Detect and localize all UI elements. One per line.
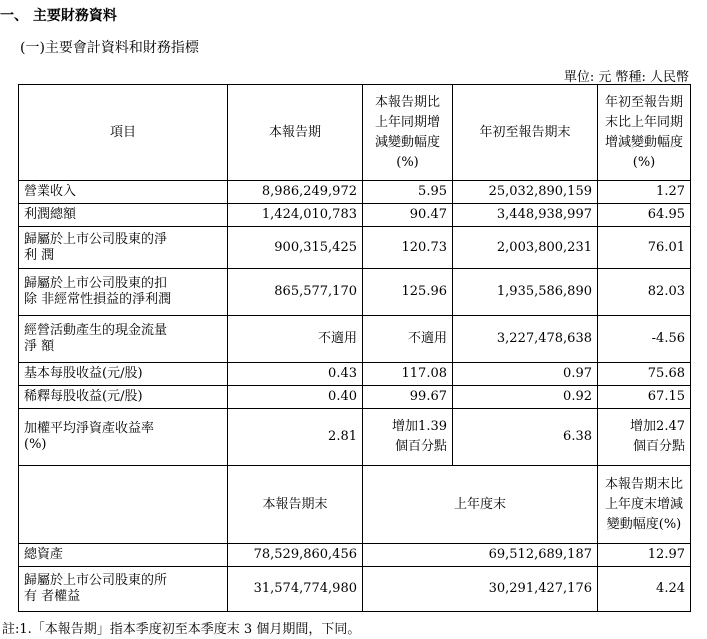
row-yoy: 125.96 [363,269,453,316]
row-item-line2: (%) [24,437,47,452]
header-yoy-change [363,85,453,181]
row-yoy: 117.08 [363,363,453,386]
row-item [19,544,228,567]
unit-line: 單位: 元 幣種: 人民幣 [563,70,689,85]
row-ytd-yoy: 1.27 [598,181,691,204]
header-prior-year-end: 上年度末 [363,466,598,544]
row-item-line2: 利 潤 [24,247,55,263]
row-item-line1: 加權平均淨資產收益率 [24,421,155,436]
header-yoy-line4: (%) [396,154,419,170]
row-yoy: 不適用 [363,316,453,363]
table-row [19,363,691,386]
row-item [19,269,228,316]
header-ytd: 年初至報告期末 [453,85,598,181]
header-yoy-line2: 上年同期增 [374,114,440,130]
row-change: 12.97 [598,544,691,567]
row-yoy-line1: 增加1.39 [392,419,447,434]
row-item-line1: 歸屬於上市公司股東的淨 [24,231,168,247]
subsection-title: (一)主要會計資料和財務指標 [20,40,199,56]
row-change: 4.24 [598,567,691,612]
header-current-end: 本報告期末 [228,466,363,544]
row-item [19,316,228,363]
header-ytd-yoy-line3: 增減變動幅度 [604,134,683,150]
row-ytd-yoy-line2: 個百分點 [632,439,685,454]
row-item-line1: 利潤總額 [24,207,77,222]
row-ytd: 0.97 [453,363,598,386]
row-yoy: 99.67 [363,386,453,409]
row-item-line2: 淨 額 [24,339,55,354]
row-item-line1: 總資產 [24,547,64,562]
row-ytd: 25,032,890,159 [453,181,598,204]
row-item [19,409,228,466]
row-ytd: 0.92 [453,386,598,409]
row-item-line1: 營業收入 [24,184,77,199]
row-ytd: 3,227,478,638 [453,316,598,363]
row-prior-year-end: 30,291,427,176 [363,567,598,612]
row-current: 865,577,170 [228,269,363,316]
row-ytd: 2,003,800,231 [453,227,598,269]
row-current: 8,986,249,972 [228,181,363,204]
table-row [19,544,691,567]
row-ytd: 1,935,586,890 [453,269,598,316]
row-yoy-line2: 個百分點 [394,439,447,454]
header-item: 項目 [19,85,228,181]
section-title: 一、 主要財務資料 [0,8,117,24]
row-item [19,204,228,227]
footnote: 註:1.「本報告期」指本季度初至本季度末 3 個月期間，下同。 [2,622,361,637]
row-item [19,386,228,409]
row-item-line1: 稀釋每股收益(元/股) [24,389,143,404]
row-prior-year-end: 69,512,689,187 [363,544,598,567]
row-ytd-yoy [598,409,691,466]
financial-table [18,84,691,612]
row-current: 1,424,010,783 [228,204,363,227]
header-empty [19,466,228,544]
row-ytd-yoy: 64.95 [598,204,691,227]
header-ytd-yoy-line4: (%) [632,154,656,170]
row-current: 2.81 [228,409,363,466]
header-yoy-line1: 本報告期比 [374,94,440,110]
row-yoy: 120.73 [363,227,453,269]
header-change-line2: 上年度末增減 [604,496,683,512]
table-row [19,316,691,363]
table-row [19,386,691,409]
header-ytd-yoy-line2: 末比上年同期 [604,114,683,130]
row-ytd-yoy: -4.56 [598,316,691,363]
table2-header-row [19,466,691,544]
row-item-line2: 除 非經常性損益的淨利潤 [24,292,172,307]
row-ytd-yoy-line1: 增加2.47 [630,419,685,434]
row-ytd-yoy: 76.01 [598,227,691,269]
row-yoy: 90.47 [363,204,453,227]
row-item [19,227,228,269]
table-row [19,227,691,269]
row-item-line2: 有 者權益 [24,589,81,604]
row-current: 0.43 [228,363,363,386]
header-ytd-yoy-line1: 年初至報告期 [604,94,683,110]
row-item [19,363,228,386]
row-ytd-yoy: 82.03 [598,269,691,316]
table-row [19,204,691,227]
header-change-line3: 變動幅度(%) [606,516,682,532]
row-current: 不適用 [228,316,363,363]
row-ytd-yoy: 67.15 [598,386,691,409]
row-current: 0.40 [228,386,363,409]
row-item-line1: 歸屬於上市公司股東的所 [24,573,168,588]
table-row [19,567,691,612]
row-current-end: 31,574,774,980 [228,567,363,612]
row-yoy [363,409,453,466]
table-row [19,269,691,316]
row-item-line1: 基本每股收益(元/股) [24,366,143,381]
row-ytd-yoy: 75.68 [598,363,691,386]
table-row [19,181,691,204]
row-current: 900,315,425 [228,227,363,269]
header-change [598,466,691,544]
row-item [19,567,228,612]
table1-header-row [19,85,691,181]
row-ytd: 3,448,938,997 [453,204,598,227]
table-row [19,409,691,466]
header-ytd-yoy-change [598,85,691,181]
row-yoy: 5.95 [363,181,453,204]
row-current-end: 78,529,860,456 [228,544,363,567]
row-item [19,181,228,204]
row-ytd: 6.38 [453,409,598,466]
row-item-line1: 歸屬於上市公司股東的扣 [24,276,168,291]
header-change-line1: 本報告期末比 [604,476,683,492]
row-item-line1: 經營活動產生的現金流量 [24,323,168,338]
header-yoy-line3: 減變動幅度 [374,134,440,150]
header-current-period: 本報告期 [228,85,363,181]
